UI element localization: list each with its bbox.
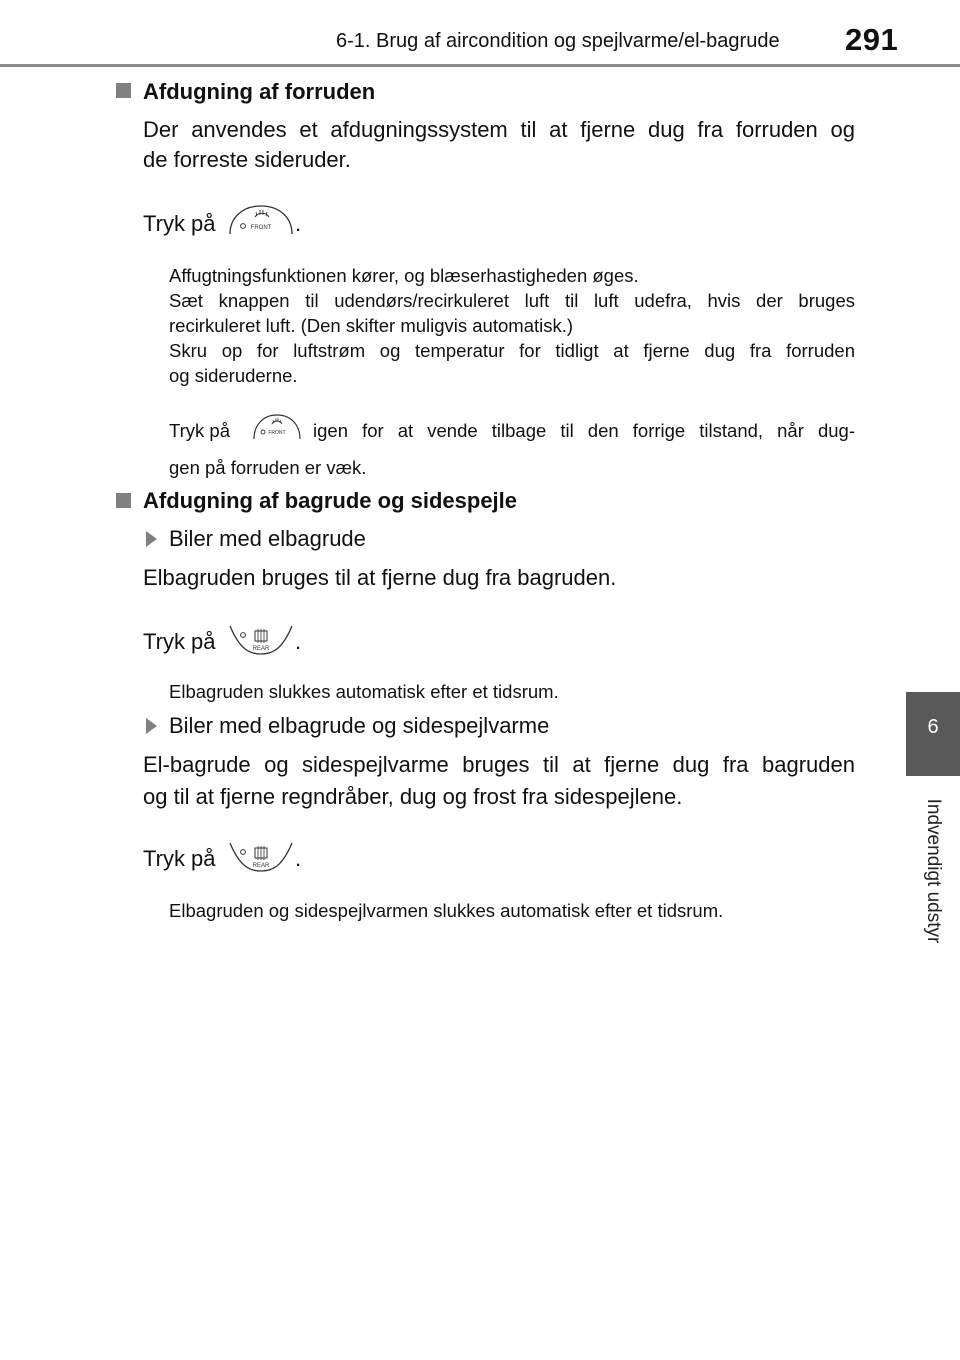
subheading: Biler med elbagrude og sidespejlvarme bbox=[169, 713, 550, 738]
chapter-title-tab bbox=[906, 786, 960, 956]
square-bullet-icon bbox=[116, 83, 131, 98]
note-text: og sideruderne. bbox=[169, 365, 298, 386]
body-text: El-bagrude og sidespejlvarme bruges til at fjerne dug fra bagruden bbox=[143, 752, 855, 777]
body-text: Elbagruden bruges til at fjerne dug fra bagruden. bbox=[143, 565, 617, 590]
note-text: gen på forruden er væk. bbox=[169, 457, 367, 478]
header-divider bbox=[0, 64, 960, 67]
rear-defogger-button-icon bbox=[228, 624, 294, 656]
punctuation: . bbox=[295, 846, 302, 871]
section-heading-front: Afdugning af forruden bbox=[143, 79, 376, 104]
body-text: de forreste sideruder. bbox=[143, 147, 351, 172]
chapter-number-tab: 6 bbox=[906, 692, 960, 776]
body-text: og til at fjerne regndråber, dug og frost fra sidespejlene. bbox=[143, 784, 683, 809]
chapter-title: Indvendigt udstyr bbox=[923, 798, 944, 944]
svg-text:REAR: REAR bbox=[252, 863, 270, 869]
note-text: Skru op for luftstrøm og temperatur for tidligt at fjerne dug fra forruden bbox=[169, 340, 855, 361]
note-text: Sæt knappen til udendørs/recirkuleret luft til luft udefra, hvis der bruges bbox=[169, 290, 855, 311]
svg-text:REAR: REAR bbox=[252, 646, 270, 652]
punctuation: . bbox=[295, 211, 302, 236]
section-title: 6-1. Brug af aircondition og spejlvarme/el-bagrude bbox=[336, 30, 780, 52]
instruction-text: Tryk på bbox=[143, 846, 216, 871]
body-text: Der anvendes et afdugningssystem til at fjerne dug fra forruden og bbox=[143, 117, 855, 142]
note-text: Tryk på bbox=[169, 420, 230, 441]
punctuation: . bbox=[295, 629, 302, 654]
page-number: 291 bbox=[845, 22, 899, 57]
note-text: igen for at vende tilbage til den forrige tilstand, når dug- bbox=[313, 420, 855, 441]
triangle-bullet-icon bbox=[146, 718, 157, 734]
note-text: Affugtningsfunktionen kører, og blæserhastigheden øges. bbox=[169, 265, 639, 286]
triangle-bullet-icon bbox=[146, 531, 157, 547]
front-defroster-button-icon bbox=[228, 204, 294, 236]
front-defroster-button-icon bbox=[252, 413, 302, 441]
subheading: Biler med elbagrude bbox=[169, 526, 366, 551]
square-bullet-icon bbox=[116, 493, 131, 508]
note-text: Elbagruden slukkes automatisk efter et tidsrum. bbox=[169, 681, 559, 702]
instruction-text: Tryk på bbox=[143, 629, 216, 654]
rear-defogger-button-icon bbox=[228, 841, 294, 873]
svg-text:FRONT: FRONT bbox=[250, 225, 272, 231]
note-text: Elbagruden og sidespejlvarmen slukkes automatisk efter et tidsrum. bbox=[169, 900, 724, 921]
svg-text:FRONT: FRONT bbox=[268, 430, 286, 436]
instruction-text: Tryk på bbox=[143, 211, 216, 236]
note-text: recirkuleret luft. (Den skifter muligvis automatisk.) bbox=[169, 315, 574, 336]
section-heading-rear: Afdugning af bagrude og sidespejle bbox=[143, 488, 518, 513]
